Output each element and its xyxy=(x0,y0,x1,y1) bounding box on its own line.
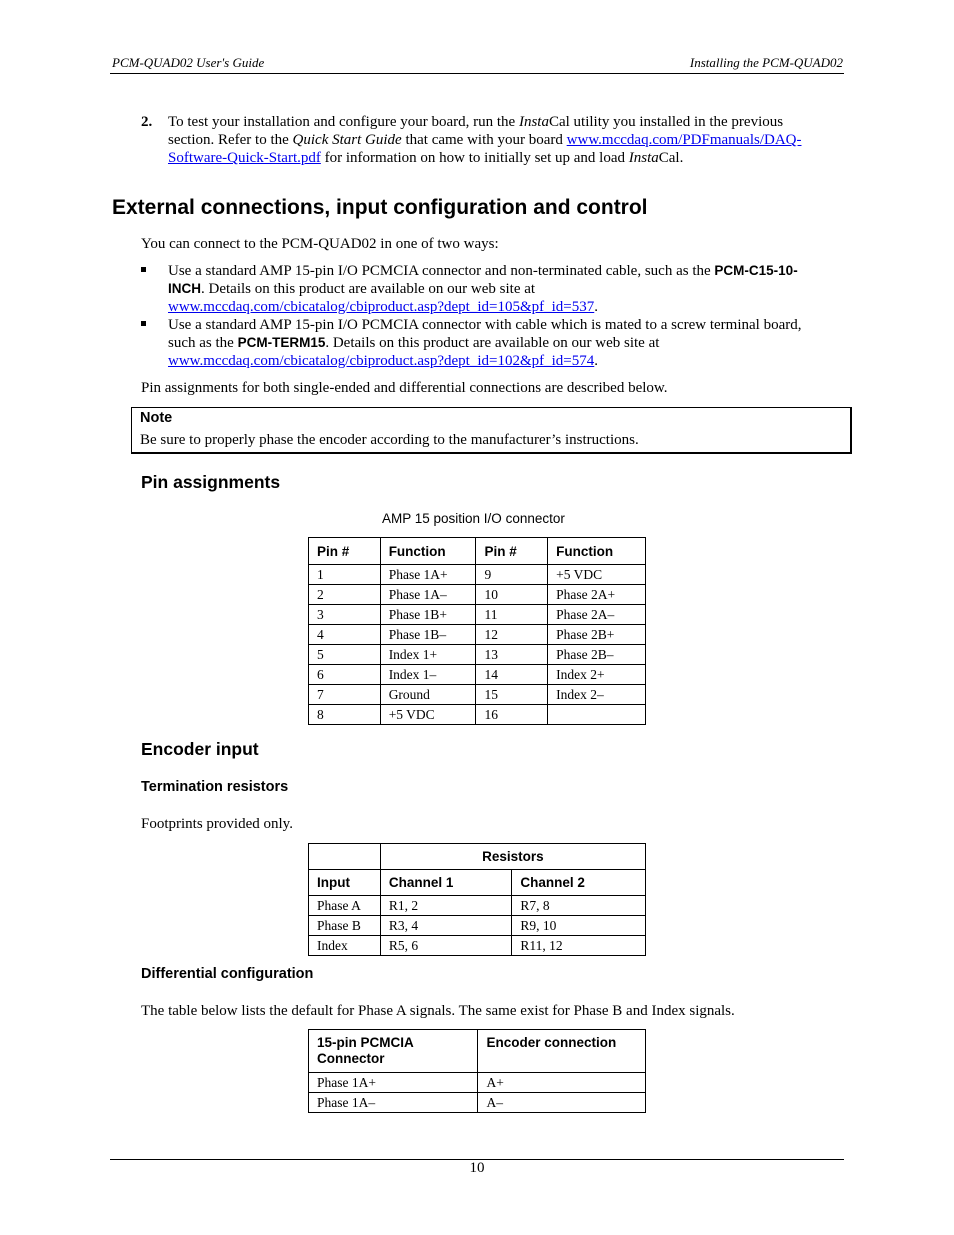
quick-start-link[interactable]: www.mccdaq.com/PDFmanuals/DAQ- xyxy=(566,132,802,148)
table-cell: R1, 2 xyxy=(380,896,512,916)
table-cell: Phase 2A+ xyxy=(548,585,646,605)
table-header-row xyxy=(309,1030,646,1073)
table-cell: Phase 1B– xyxy=(380,625,476,645)
encoder-input-heading: Encoder input xyxy=(141,739,259,759)
table-cell: 10 xyxy=(476,585,548,605)
column-header: Encoder connection xyxy=(478,1030,646,1073)
table-row xyxy=(309,1073,646,1093)
table-cell: 16 xyxy=(476,705,548,725)
table-row xyxy=(309,625,646,645)
table-row xyxy=(309,565,646,585)
table-cell: Index 1+ xyxy=(380,645,476,665)
column-header: Channel 1 xyxy=(380,870,512,896)
differential-configuration-heading: Differential configuration xyxy=(141,966,314,982)
step-2-paragraph: To test your installation and configure your board, run the InstaCal utility you installed in the previous section. Refer to the Quick Start Guide that came with your board www.mccdaq.com/PDFmanuals/DAQ- Software-Quick-Start.pdf for information on how to initially set up and load InstaCal. xyxy=(168,114,802,166)
table-cell: A– xyxy=(478,1093,646,1113)
table-row xyxy=(309,585,646,605)
table-cell: 4 xyxy=(309,625,381,645)
table-row xyxy=(309,1093,646,1113)
bullet-item-1: Use a standard AMP 15-pin I/O PCMCIA connector and non-terminated cable, such as the PCM-C15-10- INCH. Details on this product are available on our web site at www.mccdaq.com/cbicatalog/cbiproduct.asp?dept_id=105&pf_id=537. xyxy=(168,263,798,315)
pcm-term15-product-link[interactable]: www.mccdaq.com/cbicatalog/cbiproduct.asp?dept_id=102&pf_id=574 xyxy=(168,353,595,369)
table-row xyxy=(309,916,646,936)
table-cell: Phase 2A– xyxy=(548,605,646,625)
header-rule xyxy=(110,73,844,74)
termination-resistors-heading: Termination resistors xyxy=(141,779,289,795)
table-header-row xyxy=(309,870,646,896)
table-cell: 3 xyxy=(309,605,381,625)
table-cell: A+ xyxy=(478,1073,646,1093)
table-cell: 6 xyxy=(309,665,381,685)
table-cell: 11 xyxy=(476,605,548,625)
note-text: Be sure to properly phase the encoder according to the manufacturer’s instructions. xyxy=(140,432,639,448)
column-header: Input xyxy=(309,870,381,896)
table-cell xyxy=(548,705,646,725)
connector-caption: AMP 15 position I/O connector xyxy=(382,511,565,526)
table-header-row xyxy=(309,538,646,565)
column-header: Pin # xyxy=(309,538,381,565)
table-cell: 2 xyxy=(309,585,381,605)
column-header: Function xyxy=(380,538,476,565)
pcm-c15-product-link[interactable]: www.mccdaq.com/cbicatalog/cbiproduct.asp?dept_id=105&pf_id=537 xyxy=(168,299,595,315)
column-header: Channel 2 xyxy=(512,870,646,896)
column-header: Pin # xyxy=(476,538,548,565)
table-cell: Index 1– xyxy=(380,665,476,685)
table-cell: 15 xyxy=(476,685,548,705)
group-header: Resistors xyxy=(380,844,645,870)
bullet-item-2: Use a standard AMP 15-pin I/O PCMCIA connector with cable which is mated to a screw terminal board, such as the PCM-TERM15. Details on this product are available on our web site at www.mccdaq.com/cbicatalog/cbiproduct.asp?dept_id=102&pf_id=574. xyxy=(168,317,802,369)
column-header: Function xyxy=(548,538,646,565)
pin-assignments-heading: Pin assignments xyxy=(141,472,281,492)
table-cell: R11, 12 xyxy=(512,936,646,956)
table-cell: Phase 1A+ xyxy=(309,1073,478,1093)
table-cell: Phase 1B+ xyxy=(380,605,476,625)
pin-assignment-table xyxy=(308,537,646,725)
table-row xyxy=(309,936,646,956)
table-row xyxy=(309,896,646,916)
table-row xyxy=(309,705,646,725)
table-cell: Index 2+ xyxy=(548,665,646,685)
note-title: Note xyxy=(140,410,173,426)
table-cell: 5 xyxy=(309,645,381,665)
bullet-marker xyxy=(141,321,146,326)
table-cell: Phase 2B+ xyxy=(548,625,646,645)
step-number: 2. xyxy=(141,114,153,130)
table-cell: Phase 1A– xyxy=(380,585,476,605)
table-cell: Phase 1A– xyxy=(309,1093,478,1113)
column-header: 15-pin PCMCIA Connector xyxy=(309,1030,478,1073)
table-cell: Phase A xyxy=(309,896,381,916)
table-cell: +5 VDC xyxy=(548,565,646,585)
table-cell: Index xyxy=(309,936,381,956)
table-cell: Ground xyxy=(380,685,476,705)
table-cell: 7 xyxy=(309,685,381,705)
table-row xyxy=(309,685,646,705)
table-cell: 12 xyxy=(476,625,548,645)
running-header-left: PCM-QUAD02 User's Guide xyxy=(112,55,265,70)
note-box xyxy=(131,407,852,454)
differential-text: The table below lists the default for Phase A signals. The same exist for Phase B and Index signals. xyxy=(141,1003,735,1019)
termination-resistor-table xyxy=(308,843,646,956)
empty-header-cell xyxy=(309,844,381,870)
table-group-header-row xyxy=(309,844,646,870)
running-header-right: Installing the PCM-QUAD02 xyxy=(689,55,843,70)
table-cell: Phase B xyxy=(309,916,381,936)
table-cell: R3, 4 xyxy=(380,916,512,936)
table-cell: 9 xyxy=(476,565,548,585)
table-cell: R9, 10 xyxy=(512,916,646,936)
table-cell: 1 xyxy=(309,565,381,585)
table-cell: +5 VDC xyxy=(380,705,476,725)
bullet-marker xyxy=(141,267,146,272)
table-cell: 14 xyxy=(476,665,548,685)
table-cell: 8 xyxy=(309,705,381,725)
section-heading: External connections, input configuration and control xyxy=(112,196,648,219)
intro-text: You can connect to the PCM-QUAD02 in one of two ways: xyxy=(141,236,499,252)
table-cell: Phase 2B– xyxy=(548,645,646,665)
table-cell: R7, 8 xyxy=(512,896,646,916)
table-row xyxy=(309,605,646,625)
table-cell: Phase 1A+ xyxy=(380,565,476,585)
quick-start-link-continued[interactable]: Software-Quick-Start.pdf xyxy=(168,150,321,166)
differential-table xyxy=(308,1029,646,1113)
table-row xyxy=(309,665,646,685)
table-cell: 13 xyxy=(476,645,548,665)
table-cell: R5, 6 xyxy=(380,936,512,956)
table-cell: Index 2– xyxy=(548,685,646,705)
table-row xyxy=(309,645,646,665)
page-number: 10 xyxy=(469,1160,485,1176)
pin-description-text: Pin assignments for both single-ended and differential connections are described below. xyxy=(141,380,668,396)
footprints-text: Footprints provided only. xyxy=(141,816,293,832)
